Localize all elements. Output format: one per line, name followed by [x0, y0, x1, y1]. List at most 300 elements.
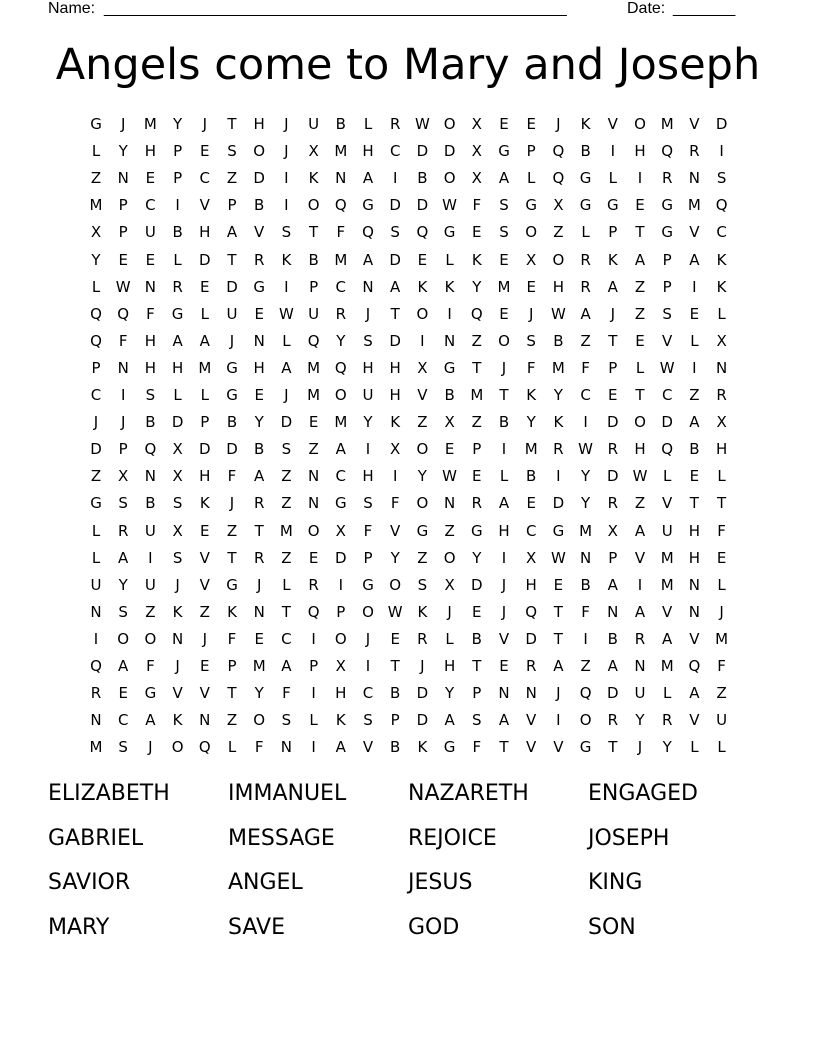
date-label: Date: — [627, 0, 666, 17]
grid-letter: I — [148, 548, 153, 567]
grid-letter: E — [254, 386, 264, 404]
word-list-item: SAVIOR — [48, 870, 131, 895]
grid-letter: H — [634, 142, 646, 161]
grid-letter: F — [581, 358, 590, 377]
grid-letter: R — [471, 494, 483, 513]
grid-letter: Q — [661, 440, 674, 459]
grid-row — [80, 655, 740, 682]
grid-letter: M — [687, 196, 701, 215]
grid-letter: O — [443, 115, 456, 133]
grid-letter: C — [199, 169, 211, 188]
grid-letter: J — [284, 386, 289, 404]
word-list-item: JESUS — [408, 870, 473, 895]
grid-letter: D — [661, 413, 673, 432]
grid-letter: O — [253, 142, 266, 161]
grid-row — [80, 411, 740, 438]
grid-letter: A — [226, 223, 238, 242]
grid-letter: J — [229, 331, 235, 350]
grid-letter: M — [497, 277, 511, 296]
grid-letter: O — [334, 386, 347, 404]
grid-letter: P — [662, 277, 672, 296]
grid-letter: Z — [553, 223, 564, 242]
grid-letter: F — [717, 657, 726, 675]
grid-letter: D — [389, 196, 401, 215]
grid-letter: G — [416, 521, 429, 540]
grid-letter: L — [363, 115, 373, 133]
grid-letter: O — [171, 738, 184, 757]
grid-letter: L — [173, 250, 182, 269]
grid-letter: G — [226, 386, 238, 404]
grid-letter: E — [608, 386, 618, 404]
grid-letter: K — [390, 413, 401, 432]
page-title: Angels come to Mary and Joseph — [55, 40, 761, 90]
grid-letter: P — [200, 413, 210, 432]
grid-letter: M — [334, 250, 348, 269]
grid-letter: Q — [688, 657, 701, 675]
grid-letter: U — [144, 575, 156, 594]
grid-letter: P — [118, 196, 128, 215]
grid-letter: E — [254, 629, 264, 648]
grid-letter: V — [526, 711, 537, 730]
grid-letter: V — [199, 684, 210, 703]
grid-letter: K — [553, 413, 564, 432]
grid-letter: I — [556, 467, 561, 486]
grid-letter: V — [199, 575, 210, 594]
grid-letter: J — [556, 684, 561, 703]
grid-letter: G — [470, 521, 483, 540]
grid-letter: O — [362, 602, 374, 621]
grid-letter: B — [689, 440, 700, 459]
grid-letter: A — [498, 494, 510, 513]
grid-letter: R — [389, 115, 401, 133]
date-blank-line: _______ — [673, 0, 736, 17]
grid-letter: E — [200, 142, 210, 161]
grid-letter: E — [308, 548, 319, 567]
grid-letter: G — [90, 115, 102, 133]
grid-letter: N — [307, 494, 320, 513]
grid-letter: C — [117, 711, 129, 730]
grid-letter: Z — [199, 602, 210, 621]
grid-letter: F — [363, 521, 373, 540]
word-list-item: REJOICE — [408, 825, 497, 851]
header — [48, 0, 748, 20]
grid-letter: G — [171, 304, 184, 323]
grid-letter: I — [719, 142, 724, 161]
grid-letter: A — [390, 277, 401, 296]
grid-letter: P — [363, 548, 373, 567]
grid-letter: H — [634, 440, 646, 459]
grid-letter: M — [198, 358, 212, 377]
grid-letter: I — [637, 169, 643, 188]
grid-letter: S — [499, 196, 509, 215]
grid-letter: H — [335, 684, 347, 703]
grid-letter: T — [390, 304, 400, 323]
grid-letter: F — [254, 738, 264, 757]
grid-letter: A — [689, 250, 700, 269]
grid-letter: D — [280, 413, 293, 432]
grid-letter: E — [499, 657, 509, 675]
grid-letter: G — [90, 494, 102, 513]
grid-letter: X — [390, 440, 401, 459]
grid-letter: I — [284, 196, 289, 215]
grid-letter: Y — [417, 467, 427, 486]
grid-letter: X — [471, 115, 482, 133]
grid-letter: R — [525, 657, 537, 675]
grid-letter: A — [498, 169, 510, 188]
grid-letter: H — [199, 467, 211, 486]
grid-letter: C — [716, 223, 727, 242]
grid-letter: I — [420, 331, 425, 350]
grid-letter: J — [175, 657, 180, 675]
grid-letter: Y — [118, 575, 128, 594]
grid-letter: C — [90, 386, 102, 404]
grid-letter: R — [417, 629, 428, 648]
grid-letter: H — [389, 358, 401, 377]
grid-letter: E — [200, 657, 210, 675]
grid-letter: U — [308, 304, 320, 323]
grid-letter: Q — [416, 223, 429, 242]
grid-letter: I — [501, 440, 507, 459]
grid-letter: L — [173, 386, 182, 404]
grid-letter: L — [227, 738, 237, 757]
grid-letter: B — [145, 494, 156, 513]
grid-letter: X — [526, 250, 537, 269]
grid-letter: R — [661, 169, 673, 188]
grid-letter: P — [472, 440, 482, 459]
grid-row — [80, 221, 740, 248]
grid-letter: V — [526, 738, 537, 757]
grid-letter: D — [389, 250, 401, 269]
grid-letter: R — [553, 440, 564, 459]
grid-letter: V — [607, 115, 618, 133]
grid-letter: J — [719, 602, 724, 621]
grid-letter: G — [552, 521, 565, 540]
grid-letter: C — [661, 386, 673, 404]
grid-letter: G — [579, 738, 592, 757]
grid-letter: H — [171, 358, 184, 377]
grid-letter: M — [252, 657, 266, 675]
grid-letter: Y — [173, 115, 183, 133]
grid-letter: J — [120, 413, 126, 432]
grid-letter: A — [199, 331, 210, 350]
grid-letter: Z — [281, 548, 292, 567]
grid-letter: T — [390, 657, 400, 675]
grid-letter: L — [581, 223, 590, 242]
grid-letter: H — [688, 548, 701, 567]
grid-letter: E — [499, 115, 509, 133]
grid-letter: A — [145, 711, 156, 730]
grid-letter: Z — [90, 169, 102, 188]
grid-letter: L — [91, 142, 101, 161]
grid-letter: V — [689, 711, 700, 730]
grid-letter: S — [145, 386, 156, 404]
grid-letter: Z — [417, 548, 428, 567]
grid-row — [80, 465, 740, 492]
grid-letter: E — [716, 548, 727, 567]
grid-letter: T — [689, 494, 699, 513]
grid-row — [80, 194, 740, 221]
grid-row — [80, 601, 740, 628]
grid-letter: R — [172, 277, 183, 296]
grid-letter: K — [716, 277, 727, 296]
grid-row — [80, 113, 740, 140]
grid-letter: A — [335, 738, 346, 757]
grid-letter: N — [498, 684, 510, 703]
grid-letter: T — [553, 602, 563, 621]
grid-row — [80, 547, 740, 574]
grid-letter: W — [659, 358, 675, 377]
grid-letter: V — [498, 629, 510, 648]
grid-letter: M — [524, 440, 538, 459]
grid-letter: L — [200, 386, 209, 404]
grid-letter: E — [526, 277, 536, 296]
grid-letter: V — [553, 738, 564, 757]
grid-letter: X — [417, 358, 428, 377]
grid-letter: Z — [634, 304, 646, 323]
grid-letter: M — [660, 575, 674, 594]
grid-letter: V — [662, 602, 673, 621]
grid-letter: J — [256, 575, 262, 594]
grid-letter: S — [526, 331, 536, 350]
grid-letter: N — [688, 602, 700, 621]
grid-letter: Y — [254, 413, 264, 432]
grid-letter: T — [281, 602, 291, 621]
grid-letter: Y — [254, 684, 264, 703]
grid-letter: G — [226, 358, 238, 377]
grid-letter: G — [661, 223, 673, 242]
grid-letter: H — [144, 331, 157, 350]
word-search-grid — [80, 113, 740, 761]
grid-letter: X — [553, 196, 564, 215]
grid-letter: J — [202, 629, 208, 648]
grid-letter: Z — [308, 440, 319, 459]
grid-letter: W — [550, 304, 566, 323]
grid-letter: A — [607, 277, 618, 296]
grid-letter: L — [717, 304, 726, 323]
grid-row — [80, 682, 740, 709]
grid-letter: D — [389, 331, 401, 350]
grid-letter: O — [117, 629, 130, 648]
grid-letter: I — [284, 169, 289, 188]
grid-letter: E — [308, 413, 319, 432]
grid-letter: M — [279, 521, 293, 540]
grid-letter: D — [90, 440, 102, 459]
grid-letter: K — [199, 494, 210, 513]
grid-letter: L — [717, 738, 726, 757]
grid-letter: Y — [390, 548, 400, 567]
word-list-item: ENGAGED — [588, 781, 698, 806]
grid-letter: N — [253, 602, 265, 621]
grid-letter: D — [335, 548, 347, 567]
grid-letter: P — [227, 657, 237, 675]
grid-letter: K — [607, 250, 618, 269]
grid-letter: S — [281, 223, 292, 242]
grid-letter: O — [552, 250, 565, 269]
grid-letter: X — [118, 467, 129, 486]
grid-letter: Y — [581, 494, 591, 513]
grid-letter: D — [416, 711, 429, 730]
grid-letter: C — [281, 629, 292, 648]
grid-letter: E — [635, 331, 645, 350]
grid-letter: U — [144, 521, 156, 540]
grid-letter: R — [689, 142, 700, 161]
grid-letter: E — [553, 575, 564, 594]
grid-letter: P — [608, 223, 618, 242]
grid-letter: I — [365, 440, 371, 459]
grid-letter: J — [501, 602, 507, 621]
grid-letter: Z — [145, 602, 156, 621]
grid-letter: S — [417, 575, 428, 594]
grid-letter: V — [390, 521, 401, 540]
grid-letter: W — [115, 277, 131, 296]
grid-letter: O — [525, 223, 538, 242]
grid-letter: K — [471, 250, 482, 269]
grid-letter: E — [689, 467, 700, 486]
grid-letter: V — [634, 548, 646, 567]
grid-letter: P — [227, 196, 237, 215]
grid-letter: I — [583, 413, 588, 432]
grid-letter: J — [120, 115, 126, 133]
grid-letter: T — [309, 223, 319, 242]
grid-letter: H — [253, 358, 265, 377]
grid-row — [80, 384, 740, 411]
grid-letter: H — [253, 115, 265, 133]
grid-letter: V — [689, 223, 700, 242]
grid-letter: Q — [334, 358, 347, 377]
grid-letter: J — [284, 142, 289, 161]
grid-letter: A — [281, 657, 292, 675]
grid-letter: D — [715, 115, 728, 133]
grid-letter: W — [632, 467, 648, 486]
grid-letter: A — [362, 169, 374, 188]
grid-letter: Z — [226, 521, 238, 540]
grid-letter: T — [254, 521, 264, 540]
grid-letter: P — [118, 223, 128, 242]
grid-letter: B — [580, 142, 591, 161]
grid-letter: W — [278, 304, 294, 323]
grid-letter: R — [580, 250, 591, 269]
grid-letter: O — [634, 413, 646, 432]
grid-letter: O — [498, 331, 510, 350]
grid-letter: T — [499, 738, 509, 757]
grid-letter: O — [634, 115, 646, 133]
grid-letter: X — [308, 142, 319, 161]
grid-letter: B — [580, 575, 591, 594]
grid-letter: I — [311, 629, 316, 648]
grid-letter: A — [498, 711, 510, 730]
grid-letter: B — [172, 223, 183, 242]
grid-letter: C — [362, 684, 374, 703]
grid-letter: A — [335, 440, 346, 459]
grid-letter: S — [227, 142, 237, 161]
grid-letter: E — [200, 277, 210, 296]
grid-letter: S — [499, 223, 509, 242]
grid-letter: J — [528, 304, 534, 323]
grid-letter: Q — [307, 602, 320, 621]
grid-letter: G — [661, 196, 673, 215]
grid-letter: X — [444, 413, 455, 432]
grid-letter: B — [390, 738, 401, 757]
grid-letter: Z — [90, 467, 102, 486]
name-blank-line: ____________________________________________________ — [104, 0, 567, 17]
grid-letter: K — [526, 386, 537, 404]
grid-row — [80, 303, 740, 330]
grid-letter: G — [226, 575, 238, 594]
grid-letter: H — [362, 467, 374, 486]
grid-letter: I — [610, 142, 616, 161]
grid-letter: T — [472, 657, 482, 675]
grid-letter: V — [662, 494, 673, 513]
grid-letter: W — [414, 115, 430, 133]
word-list-item: ELIZABETH — [48, 781, 170, 806]
grid-row — [80, 249, 740, 276]
grid-letter: T — [227, 250, 237, 269]
grid-letter: J — [229, 494, 235, 513]
grid-row — [80, 438, 740, 465]
grid-letter: C — [335, 277, 347, 296]
grid-letter: U — [634, 684, 646, 703]
word-list-item: GOD — [408, 914, 460, 940]
grid-letter: Q — [525, 602, 538, 621]
grid-letter: D — [199, 440, 211, 459]
grid-letter: O — [443, 169, 456, 188]
grid-letter: P — [608, 548, 618, 567]
grid-letter: F — [146, 657, 155, 675]
grid-letter: G — [362, 575, 374, 594]
grid-letter: E — [118, 250, 128, 269]
grid-letter: I — [365, 657, 371, 675]
grid-letter: E — [526, 494, 536, 513]
grid-row — [80, 330, 740, 357]
grid-letter: R — [607, 440, 619, 459]
grid-letter: N — [171, 629, 184, 648]
grid-letter: K — [580, 115, 591, 133]
grid-letter: V — [199, 548, 210, 567]
grid-letter: O — [579, 711, 592, 730]
grid-letter: E — [390, 629, 400, 648]
grid-row — [80, 520, 740, 547]
grid-letter: O — [144, 629, 157, 648]
grid-row — [80, 140, 740, 167]
grid-letter: A — [689, 684, 700, 703]
grid-letter: B — [471, 629, 482, 648]
grid-row — [80, 628, 740, 655]
grid-letter: D — [607, 413, 619, 432]
grid-letter: T — [227, 548, 237, 567]
grid-letter: K — [172, 711, 183, 730]
grid-letter: S — [472, 711, 482, 730]
grid-letter: U — [90, 575, 102, 594]
grid-letter: J — [610, 304, 616, 323]
grid-letter: A — [662, 629, 673, 648]
grid-letter: P — [662, 250, 672, 269]
grid-letter: K — [227, 602, 237, 621]
grid-letter: T — [227, 115, 237, 133]
grid-letter: B — [444, 386, 455, 404]
grid-letter: C — [580, 386, 591, 404]
grid-letter: Q — [90, 657, 102, 675]
grid-letter: Q — [552, 142, 565, 161]
grid-letter: K — [444, 277, 455, 296]
grid-letter: G — [498, 142, 510, 161]
grid-letter: B — [254, 440, 265, 459]
grid-letter: L — [690, 331, 699, 350]
grid-letter: H — [362, 142, 374, 161]
grid-letter: O — [416, 494, 429, 513]
word-list — [48, 780, 768, 960]
grid-letter: L — [91, 521, 101, 540]
grid-letter: E — [526, 115, 536, 133]
